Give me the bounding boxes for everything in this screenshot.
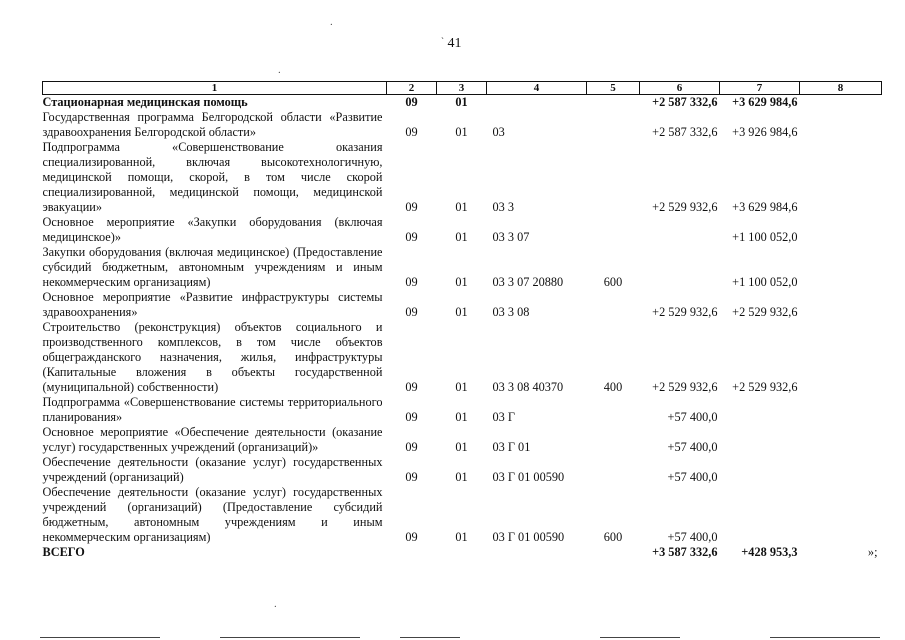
row-sum-7: +3 629 984,6 xyxy=(732,95,798,109)
total-label: ВСЕГО xyxy=(42,545,85,559)
row-subsection: 01 xyxy=(455,410,468,424)
row-name: Обеспечение деятельности (оказание услуг) государственных учреждений (организаций) (Предоставление субсидий бюджетным, автономным учреждениям и иным некоммерческим организациям) xyxy=(42,485,383,544)
row-col-8 xyxy=(800,110,882,140)
table-row xyxy=(43,425,882,455)
header-row xyxy=(43,82,882,95)
table-row xyxy=(43,290,882,320)
row-sum-7: +2 529 932,6 xyxy=(732,380,798,394)
header-cell: 6 xyxy=(640,82,720,95)
row-section: 09 xyxy=(405,230,418,244)
row-section: 09 xyxy=(405,380,418,394)
row-sum-6: +2 529 932,6 xyxy=(652,380,718,394)
page-bottom-rule xyxy=(40,637,160,638)
row-col-8 xyxy=(800,320,882,395)
row-name: Основное мероприятие «Развитие инфраструктуры системы здравоохранения» xyxy=(42,290,383,319)
table-row xyxy=(43,140,882,215)
total-row xyxy=(43,545,882,560)
row-col-8 xyxy=(800,215,882,245)
row-sum-7: +2 529 932,6 xyxy=(732,305,798,319)
header-cell: 8 xyxy=(800,82,882,95)
row-col-8 xyxy=(800,245,882,290)
page-bottom-rule xyxy=(600,637,680,638)
scan-speck: . xyxy=(278,64,281,76)
table-row xyxy=(43,455,882,485)
row-col-8 xyxy=(800,140,882,215)
row-subsection: 01 xyxy=(455,305,468,319)
row-subsection: 01 xyxy=(455,440,468,454)
row-expense-type: 600 xyxy=(603,530,623,544)
row-name: Обеспечение деятельности (оказание услуг) государственных учреждений (организаций) xyxy=(42,455,383,484)
page-bottom-rule xyxy=(400,637,460,638)
row-section: 09 xyxy=(405,305,418,319)
table-row xyxy=(43,245,882,290)
row-name: Государственная программа Белгородской области «Развитие здравоохранения Белгородской области» xyxy=(42,110,383,139)
table-body xyxy=(43,95,882,561)
row-expense-type xyxy=(587,140,640,215)
row-name: Строительство (реконструкция) объектов социального и производственного комплексов, в том числе объектов общегражданского назначения, жилья, инфраструктуры (Капитальные вложения в объекты государственной (муниципальной) собственности) xyxy=(42,320,383,394)
row-section: 09 xyxy=(405,275,418,289)
row-subsection: 01 xyxy=(455,380,468,394)
row-expense-type: 600 xyxy=(603,275,623,289)
row-sum-6: +57 400,0 xyxy=(667,530,718,544)
total-closing-quote: »; xyxy=(867,545,878,559)
table-row xyxy=(43,395,882,425)
header-cell: 3 xyxy=(437,82,487,95)
row-sum-7: +1 100 052,0 xyxy=(732,230,798,244)
row-code: 03 Г 01 00590 xyxy=(492,530,565,544)
header-cell: 7 xyxy=(720,82,800,95)
table-row xyxy=(43,215,882,245)
row-code xyxy=(487,95,587,111)
row-section: 09 xyxy=(405,95,418,109)
row-sum-6: +2 587 332,6 xyxy=(652,95,718,109)
row-sum-6: +2 529 932,6 xyxy=(652,305,718,319)
scan-speck: . xyxy=(330,16,333,28)
row-expense-type: 400 xyxy=(603,380,623,394)
row-subsection: 01 xyxy=(455,530,468,544)
row-code: 03 3 08 40370 xyxy=(492,380,564,394)
row-sum-6: +57 400,0 xyxy=(667,470,718,484)
row-section: 09 xyxy=(405,410,418,424)
row-subsection: 01 xyxy=(455,95,468,109)
row-expense-type xyxy=(587,290,640,320)
row-expense-type xyxy=(587,455,640,485)
table-row xyxy=(43,95,882,111)
row-code: 03 3 08 xyxy=(492,305,530,319)
row-col-8 xyxy=(800,485,882,545)
row-col-8 xyxy=(800,455,882,485)
row-sum-7: +3 629 984,6 xyxy=(732,200,798,214)
row-subsection: 01 xyxy=(455,275,468,289)
row-sum-6 xyxy=(640,245,720,290)
page-bottom-rule xyxy=(770,637,880,638)
row-subsection: 01 xyxy=(455,230,468,244)
header-cell: 5 xyxy=(587,82,640,95)
table-row xyxy=(43,110,882,140)
row-subsection: 01 xyxy=(455,125,468,139)
row-col-8 xyxy=(800,95,882,111)
row-name: Основное мероприятие «Закупки оборудования (включая медицинское)» xyxy=(42,215,383,244)
row-code: 03 3 xyxy=(492,200,515,214)
page-number-text: 41 xyxy=(447,36,462,51)
row-expense-type xyxy=(587,110,640,140)
row-subsection: 01 xyxy=(455,200,468,214)
row-sum-7 xyxy=(720,485,800,545)
page-bottom-rule xyxy=(220,637,360,638)
row-code: 03 xyxy=(492,125,505,139)
row-sum-7: +3 926 984,6 xyxy=(732,125,798,139)
row-code: 03 Г 01 xyxy=(492,440,531,454)
row-sum-7: +1 100 052,0 xyxy=(732,275,798,289)
row-sum-6: +57 400,0 xyxy=(667,410,718,424)
row-name: Подпрограмма «Совершенствование оказания специализированной, включая высокотехнологичную, медицинской помощи, скорой, в том числе скорой специализированной, медицинской помощи, медицинской эвакуации» xyxy=(42,140,383,214)
row-section: 09 xyxy=(405,200,418,214)
header-cell: 1 xyxy=(43,82,387,95)
row-sum-6: +57 400,0 xyxy=(667,440,718,454)
header-cell: 2 xyxy=(387,82,437,95)
row-name: Закупки оборудования (включая медицинское) (Предоставление субсидий бюджетным, автономным учреждениям и иным некоммерческим организациям) xyxy=(42,245,383,289)
row-code: 03 Г xyxy=(492,410,515,424)
total-section xyxy=(387,545,437,560)
header-cell: 4 xyxy=(487,82,587,95)
row-code: 03 3 07 xyxy=(492,230,530,244)
row-expense-type xyxy=(587,215,640,245)
row-section: 09 xyxy=(405,440,418,454)
row-sum-6: +2 587 332,6 xyxy=(652,125,718,139)
budget-table xyxy=(42,81,882,560)
row-sum-7 xyxy=(720,455,800,485)
total-vr xyxy=(587,545,640,560)
row-name: Подпрограмма «Совершенствование системы территориального планирования» xyxy=(42,395,383,424)
table-row xyxy=(43,320,882,395)
page-number-tick: ˋ xyxy=(441,36,444,46)
row-sum-6 xyxy=(640,215,720,245)
row-subsection: 01 xyxy=(455,470,468,484)
row-section: 09 xyxy=(405,530,418,544)
row-col-8 xyxy=(800,290,882,320)
total-sum-6: +3 587 332,6 xyxy=(652,545,718,559)
row-col-8 xyxy=(800,425,882,455)
row-sum-6: +2 529 932,6 xyxy=(652,200,718,214)
row-col-8 xyxy=(800,395,882,425)
scan-speck: . xyxy=(274,598,277,610)
table-row xyxy=(43,485,882,545)
row-expense-type xyxy=(587,425,640,455)
row-expense-type xyxy=(587,95,640,111)
total-code xyxy=(487,545,587,560)
row-name: Стационарная медицинская помощь xyxy=(42,95,248,109)
table-header xyxy=(43,82,882,95)
total-subsection xyxy=(437,545,487,560)
total-sum-7: +428 953,3 xyxy=(741,545,798,559)
page-number xyxy=(441,36,462,52)
row-expense-type xyxy=(587,395,640,425)
row-name: Основное мероприятие «Обеспечение деятельности (оказание услуг) государственных учреждений (организаций)» xyxy=(42,425,383,454)
row-sum-7 xyxy=(720,395,800,425)
row-code: 03 Г 01 00590 xyxy=(492,470,565,484)
row-section: 09 xyxy=(405,125,418,139)
row-section: 09 xyxy=(405,470,418,484)
row-sum-7 xyxy=(720,425,800,455)
row-code: 03 3 07 20880 xyxy=(492,275,564,289)
